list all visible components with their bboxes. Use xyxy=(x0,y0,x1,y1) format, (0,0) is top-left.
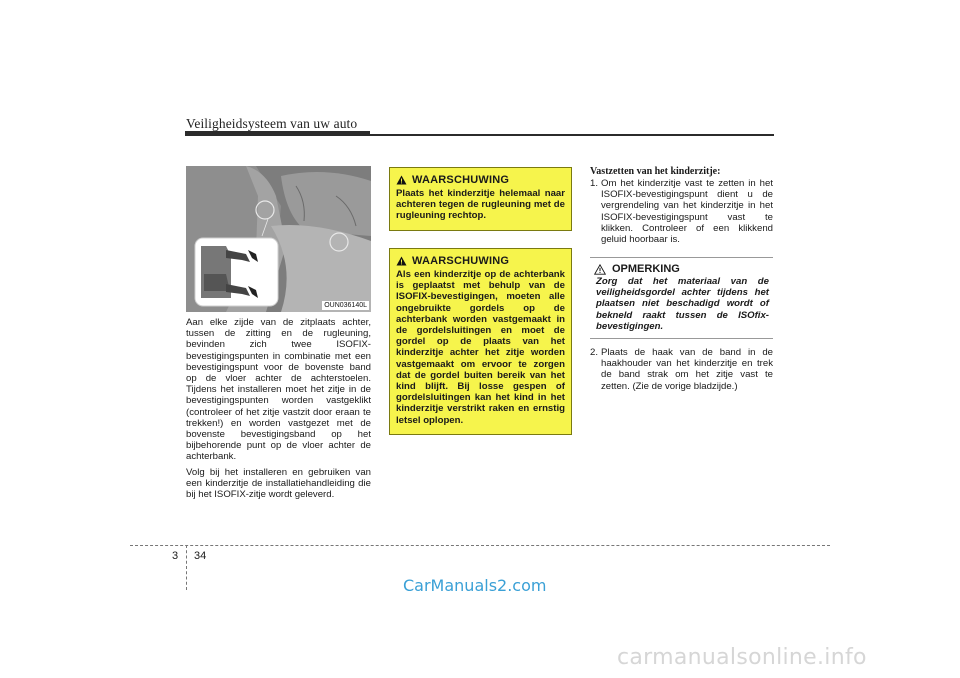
header-rule-thin xyxy=(370,134,774,136)
step-number: 2. xyxy=(590,347,599,358)
step-number: 1. xyxy=(590,178,599,189)
warning-header xyxy=(396,255,565,267)
warning-title: WAARSCHUWING xyxy=(412,255,510,267)
section-heading: Vastzetten van het kinderzitje: xyxy=(590,166,721,177)
warning-box-unused-belts xyxy=(389,248,572,435)
paragraph: Volg bij het installeren en gebruiken van een kinderzitje de installatiehandleiding die bij het ISOFIX-zitje wordt geleverd. xyxy=(186,466,371,501)
note-box xyxy=(590,257,773,339)
watermark-carmanualsonline: carmanualsonline.info xyxy=(617,645,867,670)
warning-box-seat-position xyxy=(389,167,572,231)
warning-body: Als een kinderzitje op de achterbank is geplaatst met behulp van de ISOFIX-bevestigingen, moeten alle ongebruikte gordels op de achterbank worden vastgemaakt in de gordelsluitingen en moet de gordel op de plaats van het kinderzitje achter het zitje worden vastgemaakt om ervoor te zorgen dat de gordel buiten bereik van het kind blijft. Bij losse gespen of gordelsluitingen kan het kind in het kinderzitje verstrikt raken en ernstig letsel oplopen. xyxy=(396,269,565,426)
step-2 xyxy=(590,347,773,392)
watermark-carmanuals2: CarManuals2.com xyxy=(403,576,547,595)
left-column-text xyxy=(186,317,371,504)
warning-triangle-icon xyxy=(396,175,407,185)
footer-rule xyxy=(130,545,830,546)
isofix-seat-illustration xyxy=(186,166,371,312)
note-header xyxy=(594,263,769,275)
page-header-title: Veiligheidsysteem van uw auto xyxy=(186,116,358,131)
caution-triangle-icon xyxy=(594,264,606,275)
page-number: 34 xyxy=(194,550,207,562)
step-text: Om het kinderzitje vast te zetten in het ISOFIX-bevestigingspunt dient u de vergrendeling van het kinderzitje in het ISOFIX-bevestigingspunt vast te klikken. Controleer of een klikkend geluid hoorbaar is. xyxy=(601,178,773,246)
figure-code: OUN036140L xyxy=(324,302,367,309)
step-text: Plaats de haak van de band in de haakhouder van het kinderzitje en trek de band strak om het zitje vast te zetten. (Zie de vorige bladzijde.) xyxy=(601,347,773,392)
warning-header xyxy=(396,174,565,186)
chapter-number: 3 xyxy=(172,550,179,562)
note-body: Zorg dat het materiaal van de veiligheidsgordel achter tijdens het plaatsen niet beschadigd wordt of bekneld raakt tussen de ISOfix-bevestigingen. xyxy=(596,276,769,332)
header-rule-thick xyxy=(185,131,370,136)
warning-body: Plaats het kinderzitje helemaal naar achteren tegen de rugleuning met de rugleuning rechtop. xyxy=(396,188,565,222)
seat-drawing xyxy=(186,166,371,312)
footer-divider xyxy=(186,545,187,590)
paragraph: Aan elke zijde van de zitplaats achter, tussen de zitting en de rugleuning, bevinden zich twee ISOFIX-bevestigingspunten in combinatie met een bevestigingspunt voor de bovenste band op de vloer achter de achterstoelen. Tijdens het installeren moet het zitje in de bevestigingspunten worden vastgeklikt (controleer of het zitje vastzit door eraan te trekken!) en worden vastgezet met de bovenste bevestigingsband op het bijbehorende punt op de vloer achter de achterbank. xyxy=(186,317,371,463)
note-title: OPMERKING xyxy=(612,263,680,275)
step-1 xyxy=(590,178,773,245)
warning-title: WAARSCHUWING xyxy=(412,174,510,186)
warning-triangle-icon xyxy=(396,256,407,266)
